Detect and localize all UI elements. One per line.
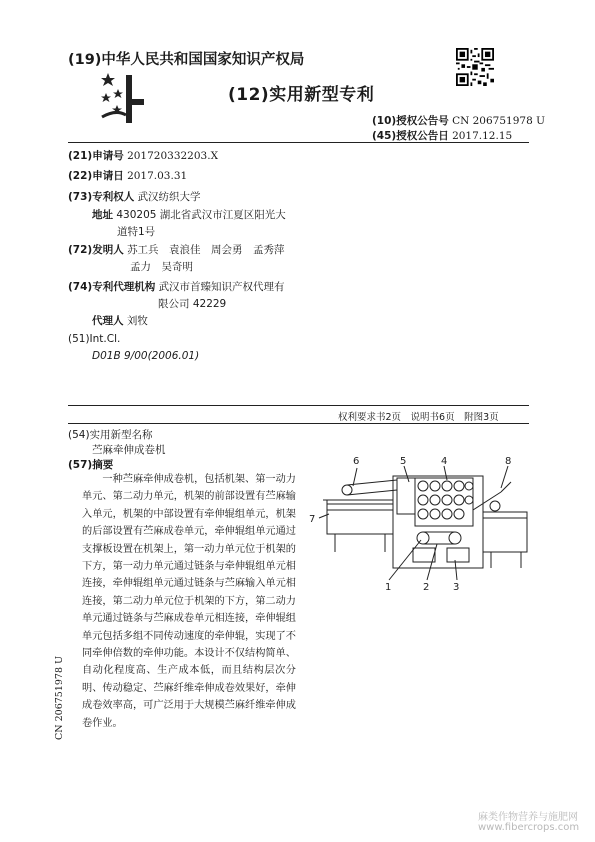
agent-row [92, 313, 148, 328]
watermark-url: www.fibercrops.com [478, 822, 580, 833]
application-date: 2017.03.31 [127, 170, 188, 182]
agent-name: 刘牧 [126, 315, 148, 327]
address-line-1: 430205 湖北省武汉市江夏区阳光大 [116, 209, 286, 221]
title-label: (54)实用新型名称 [68, 429, 153, 441]
address-row [92, 207, 286, 222]
side-publication-number: CN 206751978 U [54, 655, 65, 740]
publication-date-row [372, 128, 512, 143]
watermark-site-name: 麻类作物营养与施肥网 [478, 812, 578, 823]
agency-line-1: 武汉市首臻知识产权代理有 [158, 281, 285, 293]
page-summary: 权利要求书2页 说明书6页 附图3页 [338, 412, 499, 423]
publication-number-label: (10)授权公告号 [372, 115, 449, 127]
machine-diagram [305, 452, 537, 592]
int-cl-value: D01B 9/00(2006.01) [92, 350, 200, 362]
agent-label: 代理人 [92, 315, 124, 327]
address-line-2: 道特1号 [117, 226, 156, 238]
inventor-label: (72)发明人 [68, 244, 124, 256]
document-type: (12)实用新型专利 [228, 85, 375, 105]
abstract-text: 一种苎麻牵伸成卷机，包括机架、第一动力单元、第二动力单元，机架的前部设置有苎麻输入单元，机架的中部设置有牵伸辊组单元，机架的后部设置有苎麻成卷单元，牵伸辊组单元通过支撑板设置在机架上，第一动力单元位于机架的下方，第一动力单元通过链条与牵伸辊组单元相连接，牵伸辊组单元通过链条与苎麻输入单元相连接，第二动力单元位于机架的下方，第二动力单元通过链条与苎麻成卷单元相连接，牵伸辊组单元包括多组不同传动速度的牵伸辊，实现了不同牵伸倍数的牵伸功能。本设计不仅结构简单、自动化程度高、生产成本低，而且结构层次分明、传动稳定、苎麻纤维牵伸成卷效果好，牵伸成卷效率高，可广泛用于大规模苎麻纤维牵伸成卷作业。 [82, 474, 296, 729]
agency-label: (74)专利代理机构 [68, 281, 156, 293]
application-date-label: (22)申请日 [68, 170, 124, 182]
application-date-row [68, 168, 187, 183]
part-label-7: 7 [309, 514, 316, 525]
publication-number-row [372, 113, 545, 128]
input-conveyor [327, 500, 393, 534]
application-number-label: (21)申请号 [68, 150, 124, 162]
cnipa-logo [96, 69, 146, 127]
input-belt-pulley [342, 485, 352, 495]
address-label: 地址 [92, 209, 113, 221]
publication-date-label: (45)授权公告日 [372, 130, 449, 142]
part-label-3: 3 [453, 582, 460, 592]
utility-model-title: 苎麻牵伸成卷机 [92, 444, 166, 456]
summary-divider [68, 405, 529, 406]
agency-row [68, 279, 285, 294]
application-number-row [68, 148, 218, 163]
office-name: (19)中华人民共和国国家知识产权局 [68, 52, 305, 68]
part-label-8: 8 [505, 456, 512, 467]
inventor-row [68, 242, 285, 257]
title-divider [68, 423, 529, 424]
part-label-5: 5 [400, 456, 407, 467]
application-number: 201720332203.X [127, 150, 219, 162]
part-label-4: 4 [441, 456, 448, 467]
agency-line-2: 限公司 42229 [158, 298, 227, 310]
int-cl-label: (51)Int.Cl. [68, 333, 121, 345]
publication-number: CN 206751978 U [452, 115, 545, 127]
part-label-2: 2 [423, 582, 430, 592]
drafting-rollers [418, 481, 473, 519]
owner-row [68, 189, 201, 204]
inventors-line-2: 孟力 吴奇明 [130, 261, 193, 273]
abstract-label: (57)摘要 [68, 459, 114, 471]
second-motor-sprocket [449, 532, 461, 544]
owner-label: (73)专利权人 [68, 191, 135, 203]
publication-date: 2017.12.15 [452, 130, 513, 142]
inventors-line-1: 苏工兵 袁浪佳 周会勇 孟秀萍 [127, 244, 285, 256]
part-label-1: 1 [385, 582, 392, 592]
owner-name: 武汉纺织大学 [137, 191, 201, 203]
part-label-6: 6 [353, 456, 360, 467]
header-divider [68, 142, 529, 143]
qr-code [456, 48, 494, 86]
